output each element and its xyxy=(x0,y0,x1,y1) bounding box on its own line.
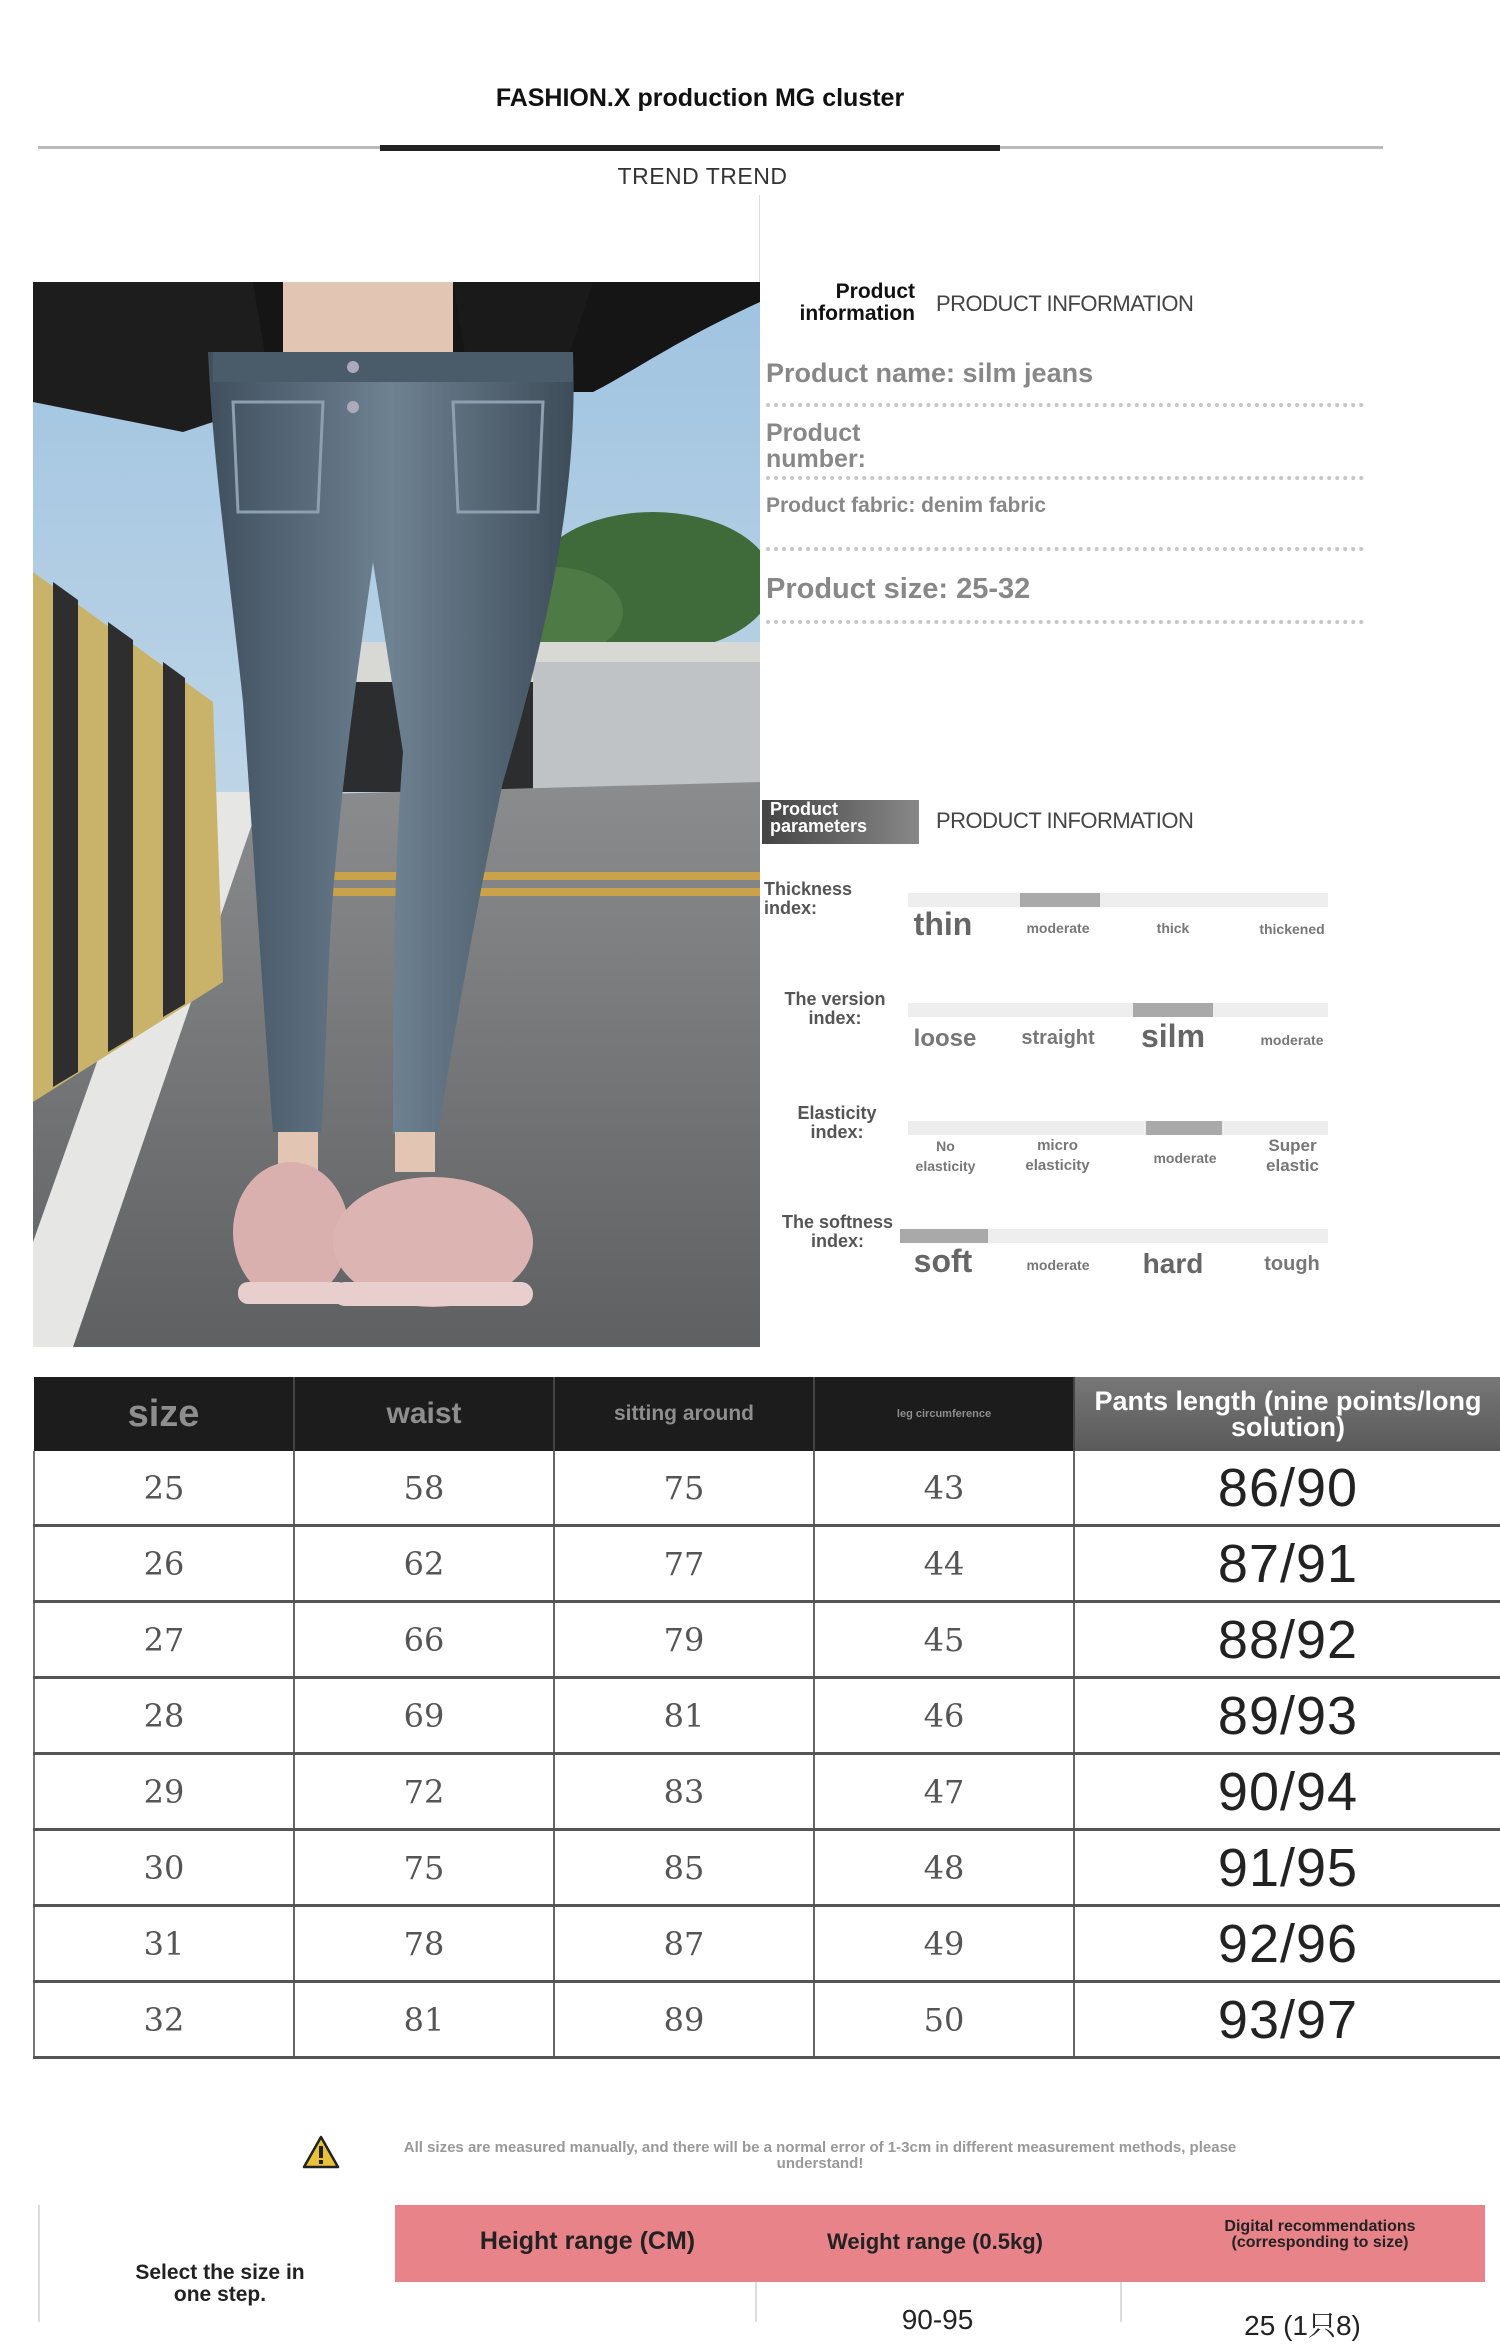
param-option: tough xyxy=(1264,1253,1320,1275)
product-number: Product number: xyxy=(766,419,866,473)
header-height-range: Height range (CM) xyxy=(479,2227,696,2255)
cell-waist: 81 xyxy=(294,1982,554,2058)
cell-leg: 49 xyxy=(814,1906,1074,1982)
trend-subtitle: TREND TREND xyxy=(617,163,788,189)
param-option: thick xyxy=(1156,920,1190,936)
cell-weight-value: 90-95 xyxy=(901,2304,974,2335)
cell-leg: 48 xyxy=(814,1830,1074,1906)
product-photo xyxy=(33,282,760,1347)
cell-size: 32 xyxy=(34,1982,294,2058)
header-rule-accent xyxy=(380,145,1000,151)
param-option: silm xyxy=(1140,1018,1206,1054)
select-size-label: Select the size in one step. xyxy=(135,2261,305,2306)
dotted-divider xyxy=(766,547,1364,551)
table-row xyxy=(34,1602,1500,1678)
param-track-version xyxy=(908,1003,1328,1017)
cell-sitting-around: 87 xyxy=(554,1906,814,1982)
cell-waist: 72 xyxy=(294,1754,554,1830)
cell-leg: 45 xyxy=(814,1602,1074,1678)
dotted-divider xyxy=(766,620,1364,624)
product-size: Product size: 25-32 xyxy=(766,573,1031,605)
cell-sitting-around: 89 xyxy=(554,1982,814,2058)
cell-length: 93/97 xyxy=(1074,1982,1500,2058)
cell-size: 26 xyxy=(34,1526,294,1602)
cell-waist: 78 xyxy=(294,1906,554,1982)
param-option: soft xyxy=(913,1243,973,1279)
param-option: moderate xyxy=(1026,1257,1090,1273)
param-option: loose xyxy=(913,1025,977,1052)
brand-title: FASHION.X production MG cluster xyxy=(495,84,905,112)
param-indicator-version xyxy=(1133,1003,1213,1017)
header-size: size xyxy=(34,1377,294,1451)
cell-length: 89/93 xyxy=(1074,1678,1500,1754)
cell-waist: 62 xyxy=(294,1526,554,1602)
size-table-header xyxy=(34,1377,1500,1451)
cell-size: 29 xyxy=(34,1754,294,1830)
param-option: micro elasticity xyxy=(1025,1137,1090,1174)
cell-sitting-around: 85 xyxy=(554,1830,814,1906)
cell-leg: 43 xyxy=(814,1451,1074,1526)
measurement-note: All sizes are measured manually, and there will be a normal error of 1-3cm in different measurement methods, please understand! xyxy=(403,2139,1237,2172)
cell-waist: 75 xyxy=(294,1830,554,1906)
product-parameters-title-en: PRODUCT INFORMATION xyxy=(936,808,1194,833)
param-option: No elasticity xyxy=(915,1138,976,1174)
cell-length: 92/96 xyxy=(1074,1906,1500,1982)
param-track-thickness xyxy=(908,893,1328,907)
recommend-row xyxy=(395,2282,1485,2341)
cell-leg: 44 xyxy=(814,1526,1074,1602)
product-parameters-title xyxy=(762,800,919,844)
table-row xyxy=(34,1451,1500,1526)
table-row xyxy=(34,1754,1500,1830)
header-sitting-around: sitting around xyxy=(554,1377,814,1451)
cell-sitting-around: 83 xyxy=(554,1754,814,1830)
cell-length: 90/94 xyxy=(1074,1754,1500,1830)
recommend-border xyxy=(38,2205,40,2322)
table-row xyxy=(34,1982,1500,2058)
cell-waist: 58 xyxy=(294,1451,554,1526)
product-name: Product name: silm jeans xyxy=(766,358,1094,388)
param-indicator-thickness xyxy=(1020,893,1100,907)
recommend-header xyxy=(395,2205,1485,2282)
param-label-version: The version index: xyxy=(784,989,886,1028)
product-info-title-en: PRODUCT INFORMATION xyxy=(936,291,1194,316)
param-option: thickened xyxy=(1259,921,1325,937)
cell-length: 87/91 xyxy=(1074,1526,1500,1602)
param-indicator-elasticity xyxy=(1146,1121,1222,1135)
product-fabric: Product fabric: denim fabric xyxy=(766,494,1047,517)
warning-icon xyxy=(302,2135,340,2169)
cell-size: 30 xyxy=(34,1830,294,1906)
size-table xyxy=(33,1377,1500,2059)
cell-length: 91/95 xyxy=(1074,1830,1500,1906)
cell-sitting-around: 81 xyxy=(554,1678,814,1754)
cell-sitting-around: 77 xyxy=(554,1526,814,1602)
table-row xyxy=(34,1526,1500,1602)
product-parameters-label: Product parameters xyxy=(770,799,868,836)
cell-size-recommendation: 25 (1只8) xyxy=(1244,2310,1361,2341)
param-option: moderate xyxy=(1153,1150,1217,1166)
param-label-thickness: Thickness index: xyxy=(764,879,853,918)
cell-length: 88/92 xyxy=(1074,1602,1500,1678)
cell-leg: 50 xyxy=(814,1982,1074,2058)
cell-size: 28 xyxy=(34,1678,294,1754)
dotted-divider xyxy=(766,403,1364,407)
product-info-title: Product information xyxy=(799,280,915,325)
param-label-elasticity: Elasticity index: xyxy=(797,1103,877,1142)
param-label-softness: The softness index: xyxy=(781,1212,894,1251)
header-digital-recommendation: Digital recommendations (corresponding to size) xyxy=(1224,2218,1416,2251)
cell-leg: 46 xyxy=(814,1678,1074,1754)
cell-size: 27 xyxy=(34,1602,294,1678)
header-weight-range: Weight range (0.5kg) xyxy=(827,2229,1043,2254)
param-option: hard xyxy=(1142,1248,1204,1279)
param-option: thin xyxy=(913,906,973,942)
cell-size: 31 xyxy=(34,1906,294,1982)
dotted-divider xyxy=(766,476,1364,480)
table-row xyxy=(34,1830,1500,1906)
table-row xyxy=(34,1906,1500,1982)
cell-waist: 66 xyxy=(294,1602,554,1678)
cell-sitting-around: 75 xyxy=(554,1451,814,1526)
param-option: Super elastic xyxy=(1266,1136,1319,1175)
param-option: moderate xyxy=(1026,920,1090,936)
cell-waist: 69 xyxy=(294,1678,554,1754)
param-option: straight xyxy=(1021,1027,1095,1049)
param-option: moderate xyxy=(1260,1032,1324,1048)
header-leg-circumference: leg circumference xyxy=(814,1377,1074,1451)
header-waist: waist xyxy=(294,1377,554,1451)
table-row xyxy=(34,1678,1500,1754)
cell-length: 86/90 xyxy=(1074,1451,1500,1526)
param-track-elasticity xyxy=(908,1121,1328,1135)
cell-sitting-around: 79 xyxy=(554,1602,814,1678)
header-pants-length: Pants length (nine points/long solution) xyxy=(1074,1377,1500,1451)
param-indicator-softness xyxy=(900,1229,988,1243)
cell-size: 25 xyxy=(34,1451,294,1526)
cell-leg: 47 xyxy=(814,1754,1074,1830)
